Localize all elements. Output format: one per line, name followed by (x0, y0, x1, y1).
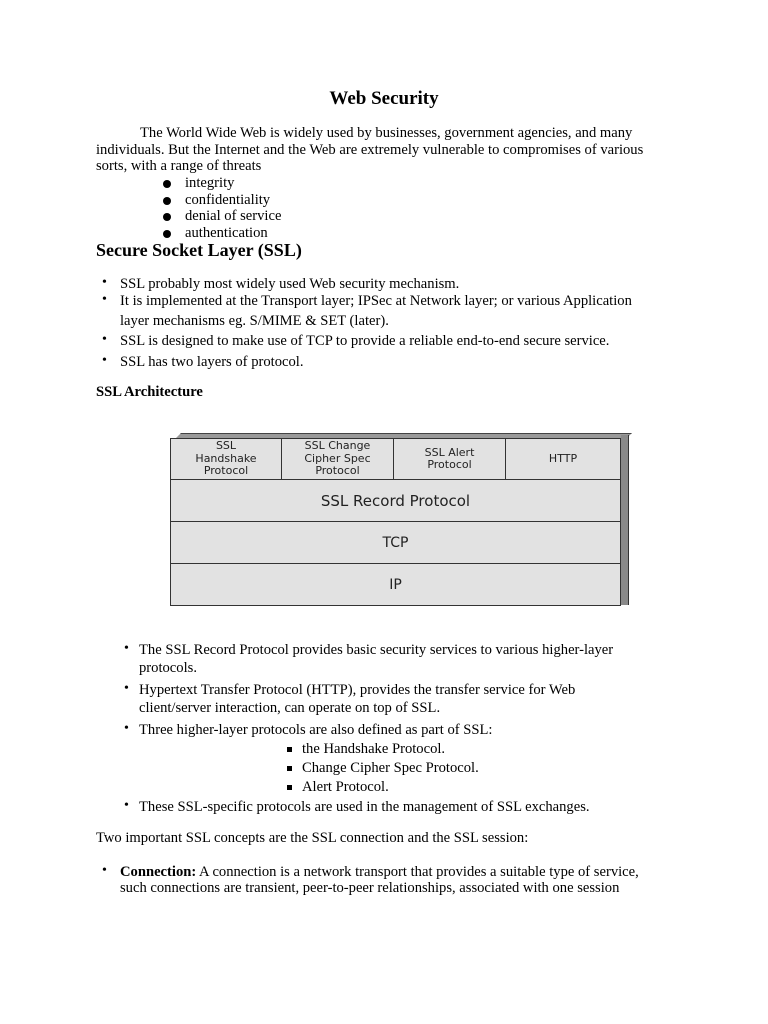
bullet-icon: • (124, 721, 129, 736)
http-box: HTTP (505, 438, 621, 480)
arch-bullet: client/server interaction, can operate on top of SSL. (139, 700, 441, 716)
connection-term: Connection: (120, 864, 197, 880)
bullet-icon (163, 180, 171, 188)
ip-box: IP (170, 563, 621, 606)
tcp-box: TCP (170, 521, 621, 564)
diagram-side-edge (621, 435, 629, 605)
bullet-icon: • (124, 641, 129, 656)
connection-line (120, 864, 639, 881)
ssl-bullet: SSL is designed to make use of TCP to provide a reliable end-to-end secure service. (120, 333, 610, 349)
threat-item: integrity (185, 175, 235, 191)
arch-heading: SSL Architecture (96, 384, 203, 400)
arch-bullet: Three higher-layer protocols are also defined as part of SSL: (139, 722, 493, 738)
bullet-icon: • (102, 275, 107, 290)
ssl-bullet: SSL has two layers of protocol. (120, 354, 304, 370)
bullet-icon (163, 197, 171, 205)
ssl-bullet: It is implemented at the Transport layer; IPSec at Network layer; or various Application (120, 293, 632, 309)
intro-line: sorts, with a range of threats (96, 158, 262, 174)
bullet-icon: • (102, 292, 107, 307)
concepts-paragraph: Two important SSL concepts are the SSL connection and the SSL session: (96, 830, 529, 846)
sub-bullet: Change Cipher Spec Protocol. (302, 760, 479, 776)
ssl-bullet: layer mechanisms eg. S/MIME & SET (later). (120, 313, 389, 329)
connection-text: A connection is a network transport that provides a suitable type of service, (196, 864, 639, 880)
connection-line: such connections are transient, peer-to-peer relationships, associated with one session (120, 880, 620, 896)
bullet-icon: • (102, 332, 107, 347)
threat-item: denial of service (185, 208, 282, 224)
arch-bullet: Hypertext Transfer Protocol (HTTP), provides the transfer service for Web (139, 682, 576, 698)
arch-bullet: The SSL Record Protocol provides basic security services to various higher-layer (139, 642, 614, 658)
threat-item: confidentiality (185, 192, 271, 208)
intro-line: The World Wide Web is widely used by businesses, government agencies, and many (140, 125, 633, 141)
square-bullet-icon (287, 766, 292, 771)
ssl-bullet: SSL probably most widely used Web security mechanism. (120, 276, 460, 292)
change-cipher-spec-box: SSL Change Cipher Spec Protocol (281, 438, 394, 480)
bullet-icon: • (124, 681, 129, 696)
sub-bullet: the Handshake Protocol. (302, 741, 446, 757)
bullet-icon (163, 213, 171, 221)
threat-item: authentication (185, 225, 268, 241)
square-bullet-icon (287, 785, 292, 790)
bullet-icon (163, 230, 171, 238)
page-title: Web Security (329, 88, 439, 109)
handshake-protocol-box: SSL Handshake Protocol (170, 438, 282, 480)
arch-bullet: protocols. (139, 660, 197, 676)
bullet-icon: • (102, 353, 107, 368)
arch-bullet: These SSL-specific protocols are used in the management of SSL exchanges. (139, 799, 590, 815)
sub-bullet: Alert Protocol. (302, 779, 389, 795)
ssl-architecture-diagram (170, 433, 628, 608)
square-bullet-icon (287, 747, 292, 752)
alert-protocol-box: SSL Alert Protocol (393, 438, 506, 480)
intro-line: individuals. But the Internet and the Web are extremely vulnerable to compromises of various (96, 142, 644, 158)
ssl-heading: Secure Socket Layer (SSL) (96, 240, 302, 260)
record-protocol-box: SSL Record Protocol (170, 479, 621, 522)
bullet-icon: • (124, 798, 129, 813)
bullet-icon: • (102, 863, 107, 878)
